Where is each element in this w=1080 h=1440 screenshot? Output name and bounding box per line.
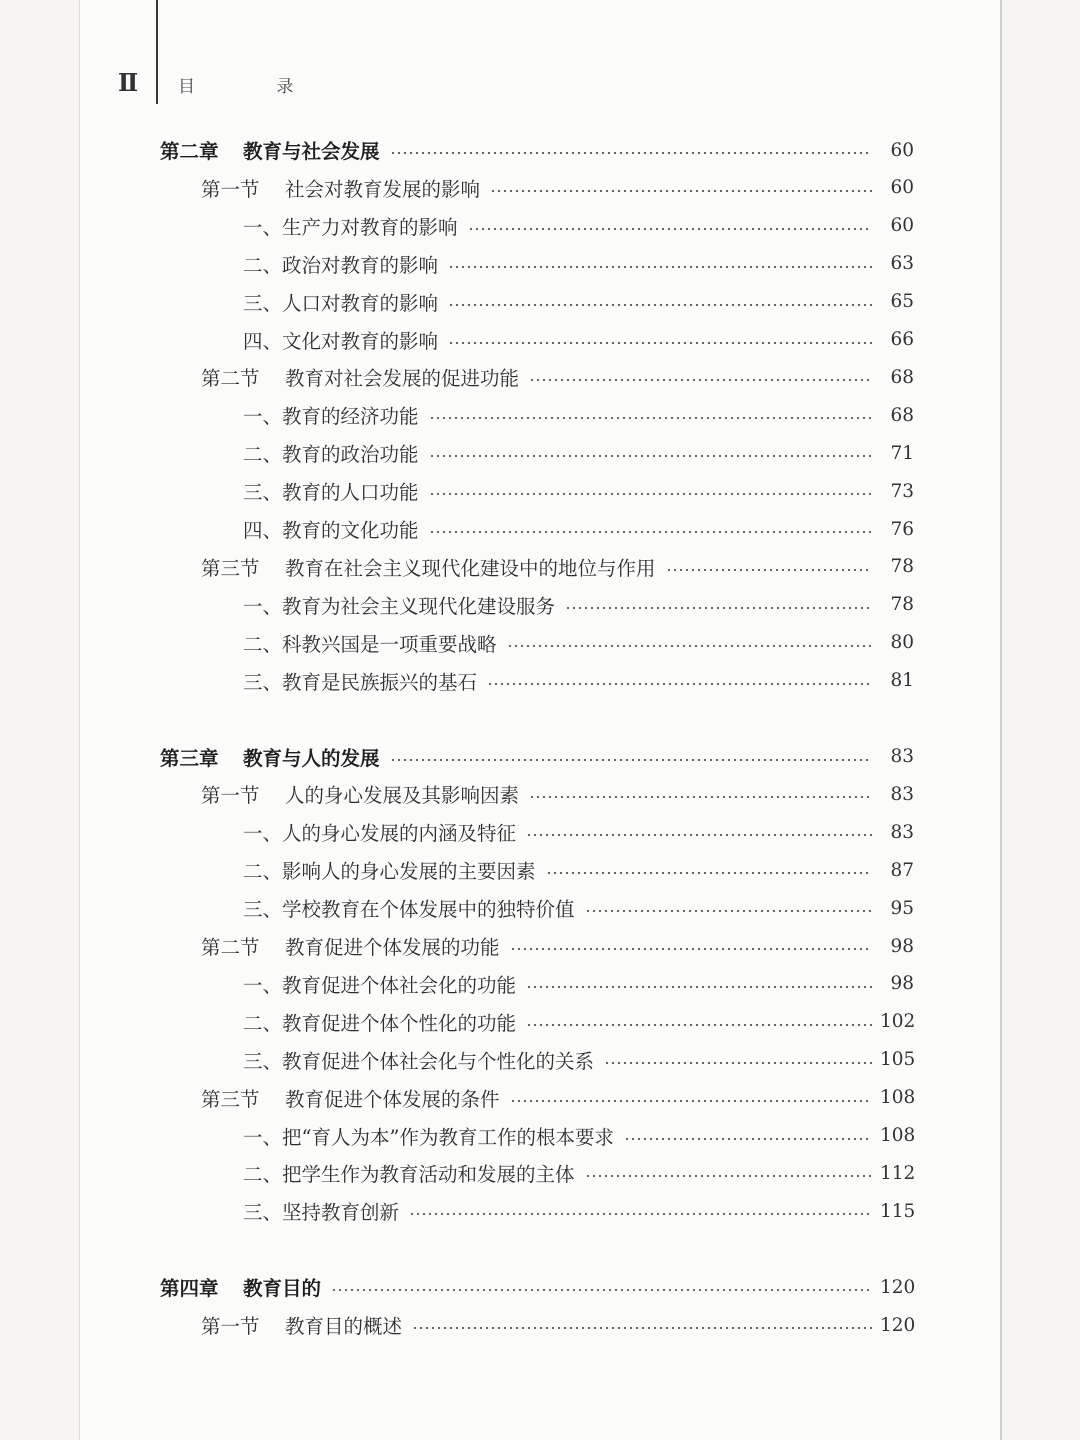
toc-page-number: 120 bbox=[880, 1314, 916, 1336]
toc-entry-title: 一、把“育人为本”作为教育工作的根本要求 bbox=[243, 1125, 614, 1149]
dot-leader bbox=[487, 683, 872, 685]
toc-entry-title: 四、教育的文化功能 bbox=[243, 519, 419, 542]
toc-page-number: 78 bbox=[890, 556, 914, 578]
toc-entry-chapter bbox=[160, 738, 914, 776]
dot-leader bbox=[585, 1175, 872, 1177]
page-right-edge bbox=[1000, 0, 1002, 1440]
toc-entry-title: 教育目的概述 bbox=[285, 1315, 403, 1339]
section-number: 第二节 bbox=[201, 936, 260, 959]
toc-page-number: 83 bbox=[890, 746, 914, 767]
toc-page-number: 71 bbox=[890, 442, 914, 464]
toc-entry-item bbox=[243, 624, 914, 662]
toc-page-number: 76 bbox=[890, 518, 914, 540]
toc-page-number: 83 bbox=[890, 783, 914, 805]
toc-entry-section bbox=[201, 1079, 914, 1117]
toc-entry-title: 一、生产力对教育的影响 bbox=[243, 215, 458, 239]
toc-entry-title: 三、人口对教育的影响 bbox=[243, 291, 439, 315]
chapter-number: 第四章 bbox=[160, 1277, 219, 1301]
toc-entry-section bbox=[201, 169, 914, 207]
toc-entry-title: 人的身心发展及其影响因素 bbox=[285, 784, 520, 808]
toc-entry-title: 二、政治对教育的影响 bbox=[243, 253, 439, 277]
header-vertical-rule bbox=[156, 0, 158, 104]
dot-leader bbox=[529, 796, 872, 798]
toc-page-number: 98 bbox=[890, 973, 914, 995]
dot-leader bbox=[585, 910, 872, 912]
toc-page-number: 80 bbox=[890, 632, 914, 654]
toc-page-number: 87 bbox=[890, 859, 914, 881]
dot-leader bbox=[429, 493, 872, 495]
toc-entry-title: 二、科教兴国是一项重要战略 bbox=[243, 632, 497, 656]
toc-page-number: 120 bbox=[880, 1276, 916, 1298]
dot-leader bbox=[448, 266, 872, 268]
toc-entry-item bbox=[243, 1192, 914, 1230]
toc-page-number: 102 bbox=[880, 1011, 916, 1033]
toc-entry-item bbox=[243, 1041, 914, 1079]
chapter-number: 第二章 bbox=[160, 140, 219, 163]
section-number: 第二节 bbox=[201, 367, 260, 391]
toc-page-number: 108 bbox=[880, 1125, 916, 1146]
toc-entry-title: 一、教育促进个体社会化的功能 bbox=[243, 973, 517, 997]
page-left-edge bbox=[79, 0, 80, 1440]
toc-entry-title: 教育在社会主义现代化建设中的地位与作用 bbox=[285, 556, 656, 580]
toc-page-number: 115 bbox=[880, 1200, 916, 1222]
toc-entry-item bbox=[243, 1003, 914, 1041]
toc-entry-title: 三、教育促进个体社会化与个性化的关系 bbox=[243, 1049, 595, 1073]
toc-entry-title: 一、教育的经济功能 bbox=[243, 405, 419, 429]
dot-leader bbox=[529, 379, 872, 381]
toc-entry-item bbox=[243, 434, 914, 472]
toc-entry-item bbox=[243, 1117, 914, 1155]
toc-page-number: 68 bbox=[890, 404, 914, 426]
toc-page-number: 60 bbox=[890, 177, 914, 199]
toc-entry-section bbox=[201, 1306, 914, 1344]
toc-page-number: 65 bbox=[890, 291, 914, 313]
dot-leader bbox=[526, 986, 872, 988]
toc-page-number: 112 bbox=[880, 1162, 916, 1184]
toc-entry-section bbox=[201, 775, 914, 813]
section-number: 第一节 bbox=[201, 1315, 260, 1339]
toc-entry-title: 二、教育的政治功能 bbox=[243, 443, 419, 467]
dot-leader bbox=[429, 417, 872, 419]
toc-page-number: 60 bbox=[890, 139, 914, 161]
toc-page-number: 108 bbox=[880, 1087, 916, 1109]
toc-entry-item bbox=[243, 207, 914, 245]
toc-entry-title: 教育目的 bbox=[243, 1277, 322, 1301]
toc-entry-item bbox=[243, 472, 914, 510]
page-number-roman: Ⅱ bbox=[118, 68, 137, 97]
dot-leader bbox=[390, 152, 872, 154]
section-number: 第三节 bbox=[201, 1087, 260, 1111]
toc-page-number: 63 bbox=[890, 253, 914, 275]
section-number: 第一节 bbox=[201, 177, 260, 201]
dot-leader bbox=[409, 1213, 872, 1215]
toc-entry-title: 一、人的身心发展的内涵及特征 bbox=[243, 822, 517, 846]
section-number: 第一节 bbox=[201, 784, 260, 808]
dot-leader bbox=[390, 759, 872, 761]
toc-page-number: 73 bbox=[890, 480, 914, 502]
toc-entry-item bbox=[243, 889, 914, 927]
dot-leader bbox=[429, 455, 872, 457]
dot-leader bbox=[448, 342, 872, 344]
toc-entry-title: 一、教育为社会主义现代化建设服务 bbox=[243, 594, 556, 618]
toc-entry-item bbox=[243, 965, 914, 1003]
dot-leader bbox=[507, 645, 872, 647]
section-number: 第三节 bbox=[201, 556, 260, 580]
toc-entry-title: 二、教育促进个体个性化的功能 bbox=[243, 1011, 517, 1035]
toc-entry-item bbox=[243, 283, 914, 321]
toc-entry-title: 社会对教育发展的影响 bbox=[285, 177, 481, 201]
dot-leader bbox=[429, 531, 872, 533]
toc-entry-title: 教育与人的发展 bbox=[243, 746, 380, 770]
toc-entry-item bbox=[243, 662, 914, 700]
dot-leader bbox=[510, 948, 872, 950]
toc-page-number: 105 bbox=[880, 1049, 916, 1071]
toc-entry-chapter bbox=[160, 131, 914, 169]
toc-entry-section bbox=[201, 358, 914, 396]
toc-entry-title: 三、坚持教育创新 bbox=[243, 1201, 400, 1225]
dot-leader bbox=[666, 569, 872, 571]
toc-entry-title: 教育对社会发展的促进功能 bbox=[285, 367, 520, 391]
dot-leader bbox=[604, 1062, 872, 1064]
toc-page-number: 66 bbox=[890, 329, 914, 350]
toc-entry-title: 教育促进个体发展的条件 bbox=[285, 1087, 500, 1111]
toc-entry-item bbox=[243, 851, 914, 889]
dot-leader bbox=[546, 872, 872, 874]
toc-entry-item bbox=[243, 396, 914, 434]
toc-entry-item bbox=[243, 586, 914, 624]
dot-leader bbox=[526, 834, 872, 836]
toc-page-number: 98 bbox=[890, 935, 914, 957]
toc-entry-item bbox=[243, 813, 914, 851]
toc-entry-title: 四、文化对教育的影响 bbox=[243, 329, 439, 353]
toc-page-number: 68 bbox=[890, 366, 914, 388]
dot-leader bbox=[490, 190, 872, 192]
toc-page-number: 95 bbox=[890, 897, 914, 919]
dot-leader bbox=[412, 1327, 872, 1329]
toc-entry-item bbox=[243, 510, 914, 548]
dot-leader bbox=[526, 1024, 872, 1026]
toc-entry-item bbox=[243, 245, 914, 283]
toc-page-number: 78 bbox=[890, 594, 914, 616]
toc-entry-title: 教育与社会发展 bbox=[243, 140, 380, 163]
toc-entry-title: 三、教育是民族振兴的基石 bbox=[243, 670, 478, 694]
toc-page-number: 81 bbox=[890, 670, 914, 692]
chapter-number: 第三章 bbox=[160, 746, 219, 770]
toc-entry-item bbox=[243, 1154, 914, 1192]
dot-leader bbox=[331, 1289, 872, 1291]
dot-leader bbox=[565, 607, 872, 609]
toc-entry-section bbox=[201, 548, 914, 586]
toc-entry-title: 三、学校教育在个体发展中的独特价值 bbox=[243, 898, 575, 922]
running-head: 目 录 bbox=[178, 77, 332, 97]
toc-entry-section bbox=[201, 927, 914, 965]
toc-entry-title: 教育促进个体发展的功能 bbox=[285, 936, 500, 959]
toc-entry-chapter bbox=[160, 1268, 914, 1306]
toc-entry-title: 二、影响人的身心发展的主要因素 bbox=[243, 860, 536, 884]
toc-page-number: 60 bbox=[890, 215, 914, 237]
toc-entry-item bbox=[243, 321, 914, 359]
dot-leader bbox=[448, 304, 872, 306]
toc-entry-title: 二、把学生作为教育活动和发展的主体 bbox=[243, 1163, 575, 1187]
dot-leader bbox=[510, 1100, 872, 1102]
toc-entry-title: 三、教育的人口功能 bbox=[243, 481, 419, 505]
dot-leader bbox=[624, 1138, 872, 1140]
dot-leader bbox=[468, 228, 872, 230]
toc-page-number: 83 bbox=[890, 821, 914, 843]
